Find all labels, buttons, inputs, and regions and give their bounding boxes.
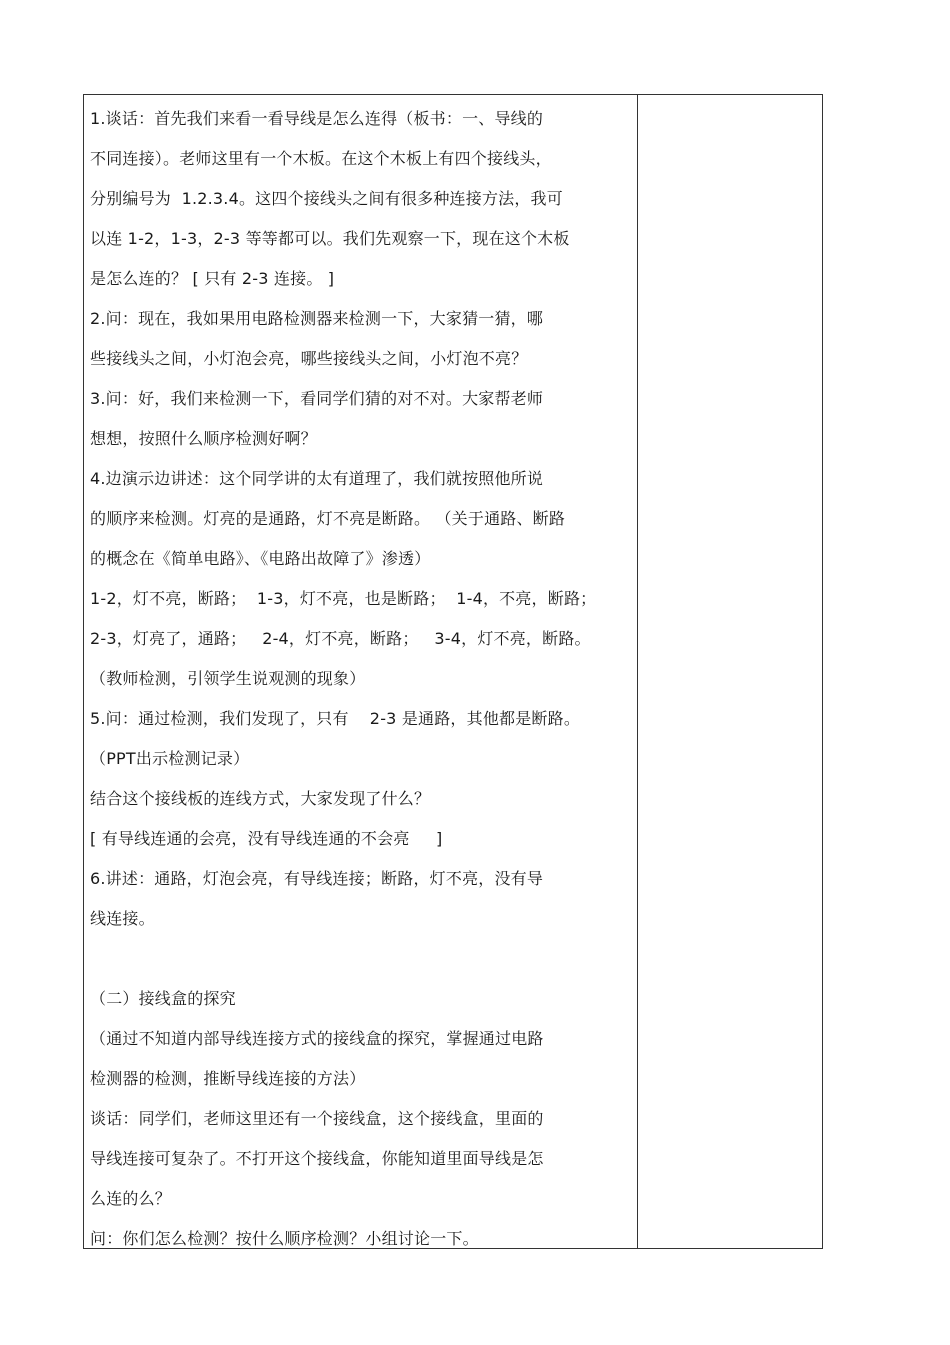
text-line: 4.边演示边讲述：这个同学讲的太有道理了，我们就按照他所说	[90, 469, 544, 488]
text-line: 6.讲述：通路，灯泡会亮，有导线连接；断路，灯不亮，没有导	[90, 869, 544, 888]
text-line: （通过不知道内部导线连接方式的接线盒的探究，掌握通过电路	[90, 1029, 544, 1048]
column-divider	[637, 95, 638, 1248]
text-line: 是怎么连的？ [ 只有 2-3 连接。 ]	[90, 269, 335, 288]
text-line: 谈话：同学们，老师这里还有一个接线盒，这个接线盒，里面的	[90, 1109, 544, 1128]
text-line: （教师检测，引领学生说观测的现象）	[90, 669, 366, 688]
text-line: 检测器的检测，推断导线连接的方法）	[90, 1069, 366, 1088]
text-line: 分别编号为 1.2.3.4。这四个接线头之间有很多种连接方法，我可	[90, 189, 563, 208]
text-line: 结合这个接线板的连线方式，大家发现了什么？	[90, 789, 431, 808]
text-line: 2-3，灯亮了，通路； 2-4，灯不亮，断路； 3-4，灯不亮，断路。	[90, 629, 591, 648]
text-line: 问：你们怎么检测？按什么顺序检测？小组讨论一下。	[90, 1229, 479, 1248]
text-line: 3.问：好，我们来检测一下，看同学们猜的对不对。大家帮老师	[90, 389, 544, 408]
text-line: 2.问：现在，我如果用电路检测器来检测一下，大家猜一猜，哪	[90, 309, 544, 328]
notes-cell	[639, 95, 822, 1248]
text-line: 1.谈话：首先我们来看一看导线是怎么连得（板书：一、导线的	[90, 109, 544, 128]
section-heading: （二）接线盒的探究	[90, 989, 236, 1008]
text-line: （PPT出示检测记录）	[90, 749, 250, 768]
text-line: 5.问：通过检测，我们发现了，只有 2-3 是通路，其他都是断路。	[90, 709, 581, 728]
text-line: 1-2，灯不亮，断路； 1-3，灯不亮，也是断路； 1-4，不亮，断路；	[90, 589, 597, 608]
text-line: 的概念在《简单电路》、《电路出故障了》渗透）	[90, 549, 431, 568]
text-line: 想想，按照什么顺序检测好啊？	[90, 429, 317, 448]
text-line: 不同连接）。老师这里有一个木板。在这个木板上有四个接线头，	[90, 149, 552, 168]
lesson-content-cell	[84, 95, 637, 1248]
text-line: 么连的么？	[90, 1189, 172, 1208]
text-line: 导线连接可复杂了。不打开这个接线盒，你能知道里面导线是怎	[90, 1149, 544, 1168]
text-line: 以连 1-2，1-3，2-3 等等都可以。我们先观察一下，现在这个木板	[90, 229, 570, 248]
lesson-table	[83, 94, 823, 1249]
text-line: 的顺序来检测。灯亮的是通路，灯不亮是断路。 （关于通路、断路	[90, 509, 566, 528]
text-line: 些接线头之间，小灯泡会亮，哪些接线头之间，小灯泡不亮？	[90, 349, 528, 368]
text-line: 线连接。	[90, 909, 155, 928]
text-line: [ 有导线连通的会亮，没有导线连通的不会亮 ]	[90, 829, 443, 848]
